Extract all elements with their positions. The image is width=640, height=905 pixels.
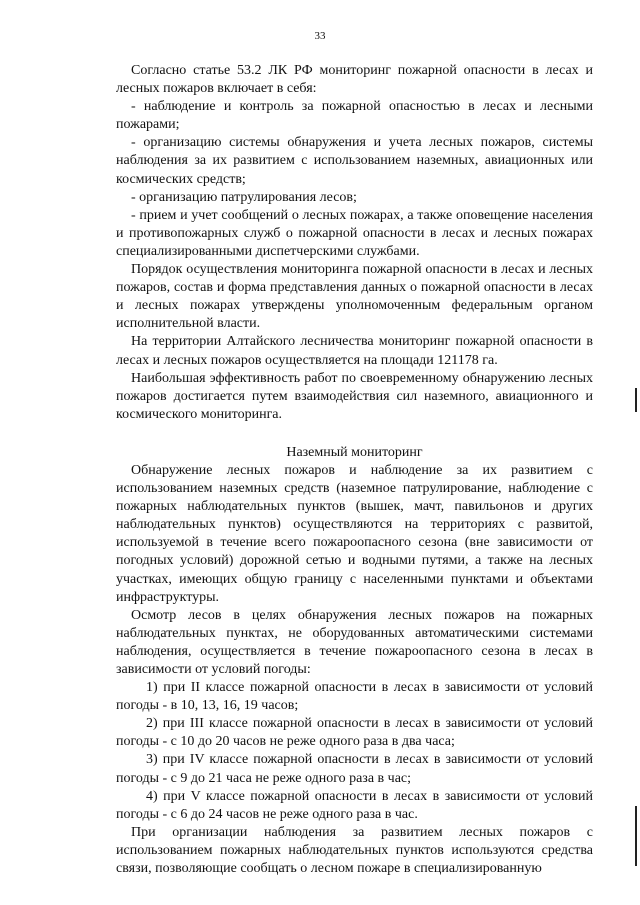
schedule-item-class-2: 1) при II классе пожарной опасности в лесах в зависимости от условий погоды - в 10, 13, 16, 19 часов; [116, 680, 593, 714]
page-number: 33 [314, 30, 326, 42]
paragraph-territory: На территории Алтайского лесничества мониторинг пожарной опасности в лесах и лесных пожаров осуществляется на площади 121178 га. [116, 334, 593, 368]
paragraph-efficiency: Наибольшая эффективность работ по своевременному обнаружению лесных пожаров достигается путем взаимодействия сил наземного, авиационного и космического мониторинга. [116, 370, 593, 422]
schedule-item-class-5: 4) при V классе пожарной опасности в лесах в зависимости от условий погоды - с 6 до 24 часов не реже одного раза в час. [116, 788, 593, 822]
document-body [116, 62, 593, 878]
list-item-observation: - наблюдение и контроль за пожарной опасностью в лесах и лесными пожарами; [116, 99, 593, 133]
paragraph-inspection: Осмотр лесов в целях обнаружения лесных пожаров на пожарных наблюдательных пунктах, не оборудованных автоматическими системами наблюдения, осуществляется в течение пожароопасного сезона в лесах в зависимости от условий погоды: [116, 607, 593, 677]
paragraph-intro: Согласно статье 53.2 ЛК РФ мониторинг пожарной опасности в лесах и лесных пожаров включает в себя: [116, 63, 593, 97]
list-item-patrol: - организацию патрулирования лесов; [131, 189, 357, 205]
section-heading: Наземный мониторинг [286, 444, 423, 460]
list-item-reports: - прием и учет сообщений о лесных пожарах, а также оповещение населения и противопожарных служб о пожарной опасности в лесах и лесных пожарах специализированными диспетчерскими службами. [116, 207, 593, 259]
paragraph-communication: При организации наблюдения за развитием лесных пожаров с использованием пожарных наблюдательных пунктов используются средства связи, позволяющие сообщать о лесном пожаре в специализированную [116, 824, 593, 877]
paragraph-procedure: Порядок осуществления мониторинга пожарной опасности в лесах и лесных пожаров, состав и форма представления данных о пожарной опасности в лесах и лесных пожарах утверждены уполномоченным федеральным органом исполнительной власти. [116, 262, 593, 332]
paragraph-ground-detection: Обнаружение лесных пожаров и наблюдение за их развитием с использованием наземных средств (наземное патрулирование, наблюдение с пожарных наблюдательных пунктов (вышек, мачт, павильонов и других наблюдательных пунктов) осуществляются на территориях с развитой, используемой в течение всего пожароопасного сезона (вне зависимости от погодных условий) дорожной сетью и водными путями, а также на лесных участках, имеющих общую границу с населенными пунктами и объектами инфраструктуры. [116, 462, 593, 605]
scan-edge-mark [635, 806, 637, 866]
schedule-item-class-4: 3) при IV классе пожарной опасности в лесах в зависимости от условий погоды - с 9 до 21 часа не реже одного раза в час; [116, 752, 593, 786]
schedule-item-class-3: 2) при III классе пожарной опасности в лесах в зависимости от условий погоды - с 10 до 20 часов не реже одного раза в два часа; [116, 716, 593, 750]
scan-edge-mark [635, 388, 637, 412]
list-item-detection-system: - организацию системы обнаружения и учета лесных пожаров, системы наблюдения за их развитием с использованием наземных, авиационных или космических средств; [116, 135, 593, 187]
